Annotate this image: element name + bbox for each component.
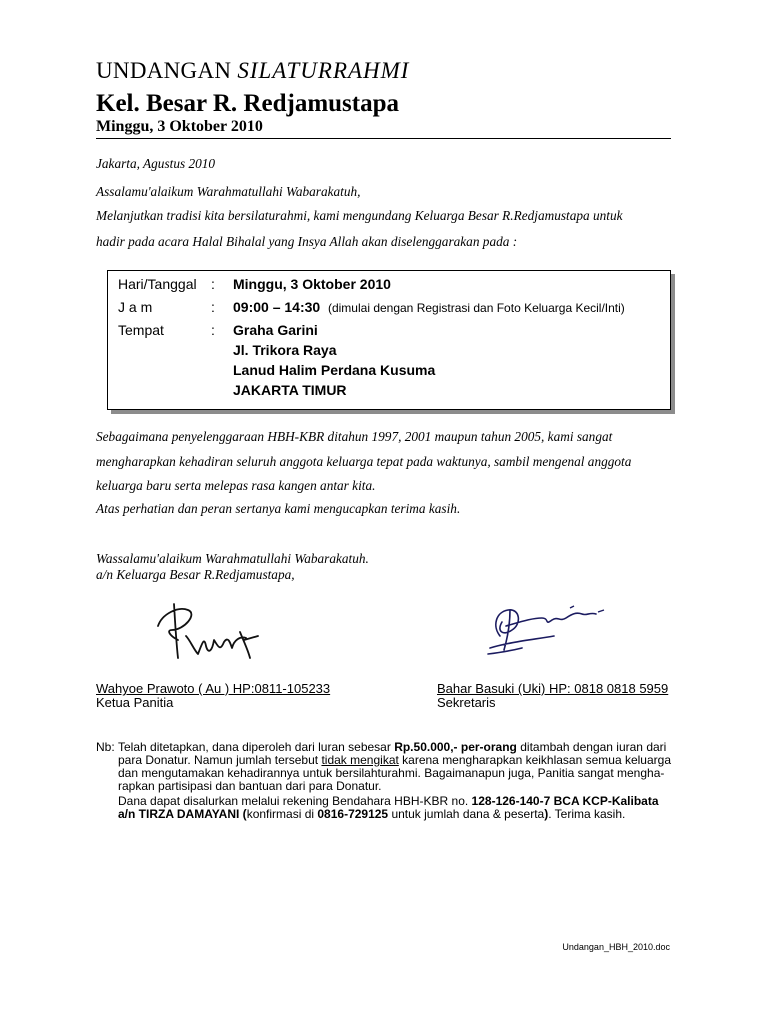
account-holder: a/n TIRZA DAMAYANI ( [118,807,247,821]
place-date: Jakarta, Agustus 2010 [96,156,216,171]
confirm-phone: 0816-729125 [317,807,389,821]
time-value [233,299,625,315]
fee-amount: Rp.50.000,- per-orang [394,740,517,754]
title-italic: SILATURRAHMI [237,58,410,83]
invitation-title [96,58,409,84]
chairman-name: Wahyoe Prawoto ( Au ) HP:0811-105233 [96,681,331,696]
on-behalf: a/n Keluarga Besar R.Redjamustapa, [96,567,295,582]
not-binding-text: tidak mengikat [321,753,399,767]
intro-line-1: Melanjutkan tradisi kita bersilaturahmi, kami mengundang Keluarga Besar R.Redjamustapa untuk [96,208,623,223]
note-line-1 [118,740,666,754]
place-colon: : [211,322,215,338]
intro-line-2: hadir pada acara Halal Bihalal yang Insya Allah akan diselenggarakan pada : [96,234,518,249]
time-note: (dimulai dengan Registrasi dan Foto Keluarga Kecil/Inti) [327,301,625,315]
note-text: ditambah dengan iuran dari [516,740,667,754]
date-colon: : [211,276,215,292]
note-text: para Donatur. Namun jumlah tersebut [118,753,322,767]
time-colon: : [211,299,215,315]
note-line-5 [118,794,659,808]
place-line: Lanud Halim Perdana Kusuma [233,362,436,378]
place-line: Jl. Trikora Raya [233,342,337,358]
note-text: Telah ditetapkan, dana diperoleh dari luran sebesar [118,740,395,754]
time-label: J a m [118,299,153,315]
note-line-4: rapkan partisipasi dan bantuan dari para Donatur. [118,779,382,793]
signature-secretary [470,596,610,662]
closing-greeting: Wassalamu'alaikum Warahmatullahi Wabarakatuh. [96,551,369,566]
title-main: UNDANGAN [96,58,238,83]
event-date-heading: Minggu, 3 Oktober 2010 [96,118,263,135]
thanks-line: Atas perhatian dan peran sertanya kami mengucapkan terima kasih. [96,501,461,516]
header-divider [96,138,671,139]
note-line-6 [118,807,625,821]
body-line-3: keluarga baru serta melepas rasa kangen antar kita. [96,478,376,493]
note-text: ) [544,807,549,821]
family-title: Kel. Besar R. Redjamustapa [96,90,400,117]
place-label: Tempat [118,322,164,338]
note-text: karena mengharapkan keikhlasan semua keluarga [398,753,671,767]
date-value: Minggu, 3 Oktober 2010 [233,276,391,292]
note-text: . Terima kasih. [548,807,626,821]
secretary-role: Sekretaris [437,695,496,710]
bank-account: 128-126-140-7 BCA KCP-Kalibata [471,794,659,808]
time-range: 09:00 – 14:30 [233,299,321,315]
place-line: JAKARTA TIMUR [233,382,347,398]
greeting: Assalamu'alaikum Warahmatullahi Wabarakatuh, [96,184,361,199]
secretary-name: Bahar Basuki (Uki) HP: 0818 0818 5959 [437,681,669,696]
document-filename: Undangan_HBH_2010.doc [562,942,670,952]
chairman-role: Ketua Panitia [96,695,174,710]
note-line-3: dan mengutamakan kehadirannya untuk bersilahturahmi. Bagaimanapun juga, Panitia sangat mengha- [118,766,665,780]
place-line: Graha Garini [233,322,318,338]
note-line-2 [118,753,671,767]
body-line-1: Sebagaimana penyelenggaraan HBH-KBR ditahun 1997, 2001 maupun tahun 2005, kami sangat [96,429,613,444]
note-text: konfirmasi di [246,807,318,821]
note-text: untuk jumlah dana & peserta [388,807,545,821]
note-prefix: Nb: [96,740,115,754]
note-text: Dana dapat disalurkan melalui rekening Bendahara HBH-KBR no. [118,794,472,808]
date-label: Hari/Tanggal [118,276,197,292]
signature-chairman [148,596,268,666]
body-line-2: mengharapkan kehadiran seluruh anggota keluarga tepat pada waktunya, sambil mengenal anggota [96,454,632,469]
